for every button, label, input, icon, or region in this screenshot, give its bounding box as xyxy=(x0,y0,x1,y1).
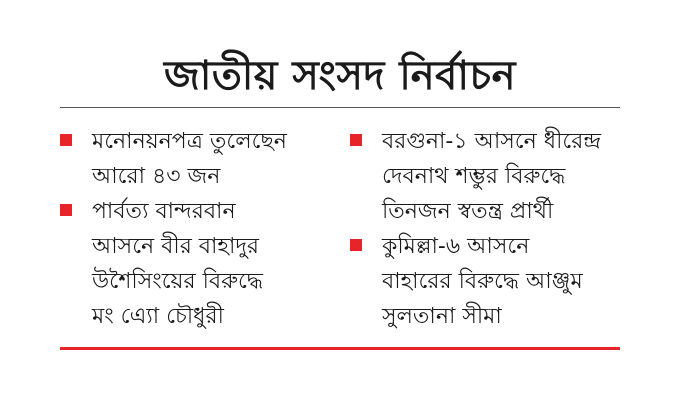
bullet-square-icon xyxy=(350,134,362,146)
headline: জাতীয় সংসদ নির্বাচন xyxy=(164,53,516,99)
item-text: কুমিল্লা-৬ আসনে বাহারের বিরুদ্ধে আঞ্জুম সুলতানা সীমা xyxy=(382,234,583,329)
list-item xyxy=(60,194,335,334)
item-text: বরগুনা-১ আসনে ধীরেন্দ্র দেবনাথ শম্ভুর বিরুদ্ধে তিনজন স্বতন্ত্র প্রার্থী xyxy=(382,129,602,224)
right-column xyxy=(350,124,625,334)
list-item xyxy=(350,229,625,334)
bullet-square-icon xyxy=(60,134,72,146)
bullet-square-icon xyxy=(350,239,362,251)
left-column xyxy=(60,124,335,334)
headline-divider xyxy=(60,107,620,108)
list-item xyxy=(350,124,625,229)
bottom-divider xyxy=(60,347,620,350)
item-text: মনোনয়নপত্র তুলেছেন আরো ৪৩ জন xyxy=(92,129,287,189)
list-item xyxy=(60,124,335,194)
item-text: পার্বত্য বান্দরবান আসনে বীর বাহাদুর উশৈসিংয়ের বিরুদ্ধে মং এ্যো চৌধুরী xyxy=(92,199,263,329)
bullet-square-icon xyxy=(60,204,72,216)
